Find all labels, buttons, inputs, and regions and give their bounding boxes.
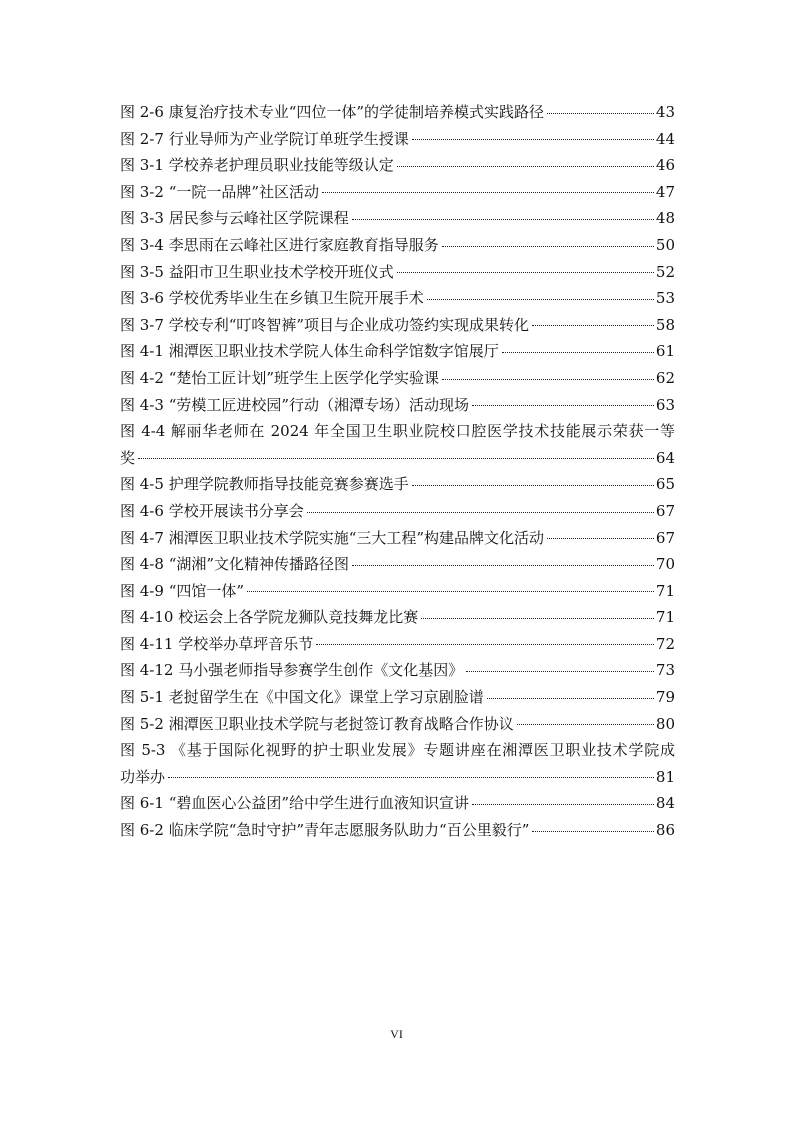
toc-entry-page: 43	[655, 103, 675, 121]
dot-leader	[532, 831, 654, 832]
toc-entry[interactable]	[120, 790, 675, 817]
dot-leader	[397, 272, 654, 273]
dot-leader	[421, 618, 654, 619]
toc-entry-label: 图 3-3 居民参与云峰社区学院课程	[120, 209, 349, 228]
toc-entry-label: 图 4-7 湘潭医卫职业技术学院实施“三大工程”构建品牌文化活动	[120, 528, 545, 547]
toc-entry[interactable]	[120, 126, 675, 153]
toc-entry[interactable]	[120, 711, 675, 738]
dot-leader	[307, 512, 654, 513]
toc-entry-label: 图 6-2 临床学院“急时守护”青年志愿服务队助力“百公里毅行”	[120, 821, 530, 840]
toc-entry-label: 图 4-2 “楚怡工匠计划”班学生上医学化学实验课	[120, 368, 440, 387]
toc-entry-page: 47	[655, 182, 675, 201]
toc-entry[interactable]	[120, 525, 675, 552]
toc-entry-page: 67	[655, 528, 675, 547]
toc-entry[interactable]	[120, 684, 675, 711]
toc-entry-page: 53	[655, 289, 675, 308]
toc-entry-label: 图 4-1 湘潭医卫职业技术学院人体生命科学馆数字馆展厅	[120, 342, 499, 361]
toc-entry-page: 63	[655, 395, 675, 414]
dot-leader	[247, 591, 654, 592]
toc-entry-label: 图 3-7 学校专利“叮咚智裤”项目与企业成功签约实现成果转化	[120, 315, 530, 334]
toc-entry-label-line2: 奖	[120, 448, 136, 467]
toc-entry-page: 86	[655, 821, 675, 840]
toc-entry-label: 图 6-1 “碧血医心公益团”给中学生进行血液知识宣讲	[120, 794, 470, 813]
dot-leader	[517, 724, 654, 725]
toc-entry[interactable]	[120, 392, 675, 419]
toc-entry-page: 52	[655, 262, 675, 281]
dot-leader	[316, 644, 654, 645]
toc-entry[interactable]	[120, 498, 675, 525]
toc-entry-label: 图 3-5 益阳市卫生职业技术学校开班仪式	[120, 262, 394, 281]
toc-entry-label: 图 4-9 “四馆一体”	[120, 581, 245, 600]
dot-leader	[502, 352, 654, 353]
toc-entry-label: 图 4-8 “湖湘”文化精神传播路径图	[120, 555, 350, 574]
dot-leader	[427, 299, 654, 300]
toc-entry[interactable]	[120, 551, 675, 578]
toc-entry[interactable]	[120, 418, 675, 471]
toc-entry-label: 图 4-11 学校举办草坪音乐节	[120, 634, 314, 653]
dot-leader	[412, 139, 654, 140]
toc-entry[interactable]	[120, 817, 675, 844]
toc-entry[interactable]	[120, 365, 675, 392]
toc-entry-label: 图 4-12 马小强老师指导参赛学生创作《文化基因》	[120, 661, 464, 680]
toc-entry-label: 图 2-7 行业导师为产业学院订单班学生授课	[120, 129, 409, 148]
toc-entry-label: 图 3-1 学校养老护理员职业技能等级认定	[120, 156, 394, 175]
dot-leader	[397, 166, 654, 167]
toc-entry-label-line1: 图 5-3 《基于国际化视野的护士职业发展》专题讲座在湘潭医卫职业技术学院成	[120, 741, 675, 760]
dot-leader	[532, 325, 654, 326]
dot-leader	[472, 804, 654, 805]
dot-leader	[352, 565, 654, 566]
toc-entry-page: 46	[655, 156, 675, 175]
toc-entry-page: 64	[655, 448, 675, 467]
toc-entry-page: 72	[655, 634, 675, 653]
toc-entry-label: 图 4-5 护理学院教师指导技能竞赛参赛选手	[120, 475, 409, 494]
toc-entry-page: 58	[655, 315, 675, 334]
dot-leader	[322, 192, 654, 193]
toc-entry-page: 67	[655, 501, 675, 520]
toc-entry-page: 61	[655, 342, 675, 361]
toc-entry-label: 图 4-6 学校开展读书分享会	[120, 501, 304, 520]
dot-leader	[168, 777, 654, 778]
toc-entry[interactable]	[120, 338, 675, 365]
toc-entry[interactable]	[120, 657, 675, 684]
dot-leader	[547, 538, 654, 539]
toc-entry-page: 71	[655, 608, 675, 627]
toc-entry-page: 44	[655, 129, 675, 148]
toc-entry-page: 50	[655, 235, 675, 254]
dot-leader	[442, 246, 654, 247]
toc-entry-page: 70	[655, 555, 675, 574]
page-number: VI	[390, 1027, 403, 1041]
toc-entry-page: 80	[655, 714, 675, 733]
toc-entry-page: 62	[655, 368, 675, 387]
toc-entry[interactable]	[120, 285, 675, 312]
toc-entry-label: 图 4-3 “劳模工匠进校园”行动（湘潭专场）活动现场	[120, 395, 470, 414]
toc-entry[interactable]	[120, 312, 675, 339]
toc-entry-page: 65	[655, 475, 675, 494]
toc-entry[interactable]	[120, 99, 675, 126]
toc-entry[interactable]	[120, 232, 675, 259]
toc-entry[interactable]	[120, 205, 675, 232]
toc-entry[interactable]	[120, 152, 675, 179]
toc-entry[interactable]	[120, 179, 675, 206]
dot-leader	[442, 379, 654, 380]
toc-entry-page: 71	[655, 581, 675, 600]
toc-entry-label: 图 2-6 康复治疗技术专业“四位一体”的学徒制培养模式实践路径	[120, 103, 545, 121]
toc-entry-page: 81	[655, 767, 675, 786]
toc-entry-page: 84	[655, 794, 675, 813]
toc-entry-label: 图 3-4 李思雨在云峰社区进行家庭教育指导服务	[120, 235, 439, 254]
toc-entry-label: 图 3-6 学校优秀毕业生在乡镇卫生院开展手术	[120, 289, 424, 308]
toc-entry[interactable]	[120, 604, 675, 631]
dot-leader	[547, 113, 654, 114]
toc-entry-page: 79	[655, 688, 675, 707]
toc-entry-label-line2: 功举办	[120, 767, 166, 786]
toc-entry[interactable]	[120, 578, 675, 605]
dot-leader	[472, 405, 654, 406]
toc-entry-page: 73	[655, 661, 675, 680]
dot-leader	[412, 485, 654, 486]
toc-entry[interactable]	[120, 737, 675, 790]
dot-leader	[352, 219, 654, 220]
toc-entry[interactable]	[120, 259, 675, 286]
dot-leader	[466, 671, 654, 672]
toc-entry-page: 48	[655, 209, 675, 228]
toc-entry-label: 图 5-2 湘潭医卫职业技术学院与老挝签订教育战略合作协议	[120, 714, 514, 733]
toc-entry[interactable]	[120, 471, 675, 498]
table-of-figures	[120, 99, 675, 844]
toc-entry-label: 图 4-10 校运会上各学院龙狮队竞技舞龙比赛	[120, 608, 419, 627]
dot-leader	[138, 458, 654, 459]
toc-entry-label: 图 3-2 “一院一品牌”社区活动	[120, 182, 320, 201]
toc-entry-label-line1: 图 4-4 解丽华老师在 2024 年全国卫生职业院校口腔医学技术技能展示荣获一等	[120, 422, 675, 441]
toc-entry[interactable]	[120, 631, 675, 658]
toc-entry-label: 图 5-1 老挝留学生在《中国文化》课堂上学习京剧脸谱	[120, 688, 484, 707]
dot-leader	[487, 698, 654, 699]
